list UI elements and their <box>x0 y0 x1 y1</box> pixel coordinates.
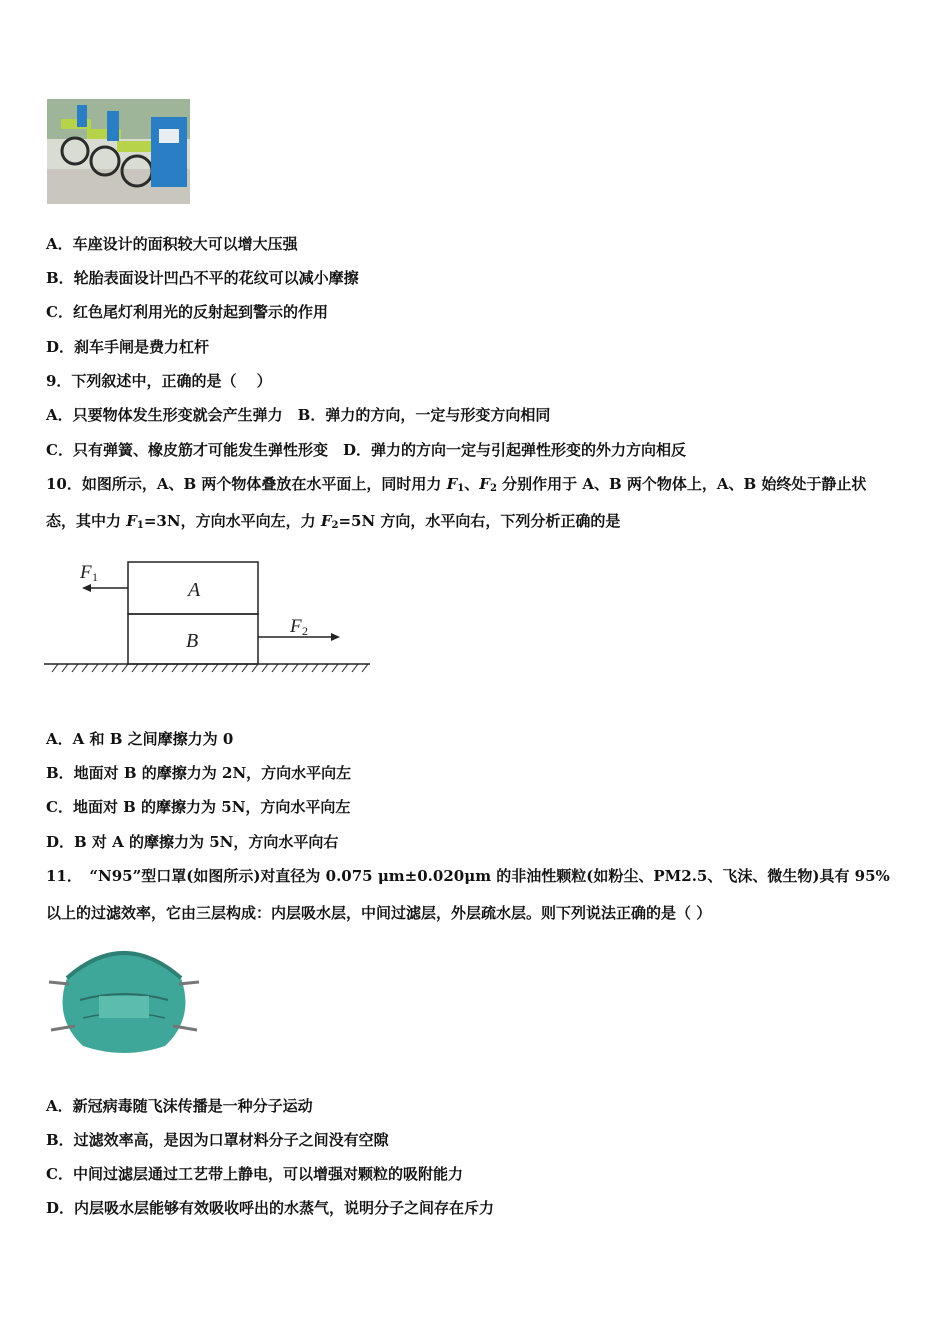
q11-option-a: A．新冠病毒随飞沫传播是一种分子运动 <box>46 1097 313 1115</box>
n95-mask-photo <box>45 938 203 1063</box>
q10-stem-text-3: 态，其中力 <box>46 512 127 530</box>
q8-option-d: D．刹车手闸是费力杠杆 <box>46 338 210 356</box>
force-f2-arrowhead <box>331 633 340 641</box>
q10-option-b: B．地面对 B 的摩擦力为 2N，方向水平向左 <box>46 764 352 782</box>
q8-option-c: C．红色尾灯利用光的反射起到警示的作用 <box>46 303 328 321</box>
q9-stem: 9．下列叙述中，正确的是（ ） <box>46 372 272 390</box>
q11-option-d: D．内层吸水层能够有效吸收呼出的水蒸气，说明分子之间存在斥力 <box>46 1199 495 1217</box>
q9-options-row2: C．只有弹簧、橡皮筋才可能发生弹性形变 D．弹力的方向一定与引起弹性形变的外力方向相反 <box>46 441 686 459</box>
ground-hatching <box>52 664 368 672</box>
q8-option-a: A．车座设计的面积较大可以增大压强 <box>46 235 298 253</box>
q10-f2-symbol-2: F <box>320 512 332 530</box>
q10-f2-subscript-2: 2 <box>331 520 339 531</box>
q10-separator: 、 <box>464 475 480 493</box>
q10-f2-symbol: F <box>479 475 490 493</box>
q10-f1-subscript-2: 1 <box>136 520 144 531</box>
q8-option-b: B．轮胎表面设计凹凸不平的花纹可以减小摩擦 <box>46 269 359 287</box>
q10-f1-symbol-2: F <box>126 512 137 530</box>
q10-stem-text-2: 分别作用于 A、B 两个物体上，A、B 始终处于静止状 <box>496 475 867 493</box>
force-f2-label-sub: 2 <box>302 624 308 638</box>
q10-option-c: C．地面对 B 的摩擦力为 5N，方向水平向左 <box>46 798 351 816</box>
q9-options-row1: A．只要物体发生形变就会产生弹力 B．弹力的方向，一定与形变方向相同 <box>46 406 551 424</box>
q10-f1-value: =3N，方向水平向左，力 <box>143 512 321 530</box>
block-a-label: A <box>188 579 201 601</box>
q10-f1-symbol: F <box>446 475 458 493</box>
q10-stem-text-1: 10．如图所示，A、B 两个物体叠放在水平面上，同时用力 <box>46 475 447 493</box>
stacked-blocks-figure <box>44 558 374 678</box>
q11-stem-line1: 11． “N95”型口罩(如图所示)对直径为 0.075 μm±0.020μm 的非油性颗粒(如粉尘、PM2.5、飞沫、微生物)具有 95% <box>46 867 890 885</box>
q11-option-c: C．中间过滤层通过工艺带上静电，可以增强对颗粒的吸附能力 <box>46 1165 463 1183</box>
q10-stem-line1 <box>46 474 866 494</box>
q10-f1-subscript: 1 <box>457 483 465 494</box>
q10-stem-line2 <box>46 511 620 531</box>
q10-f2-value: =5N 方向，水平向右，下列分析正确的是 <box>338 512 621 530</box>
shared-bikes-photo <box>47 99 190 204</box>
q10-option-d: D．B 对 A 的摩擦力为 5N，方向水平向右 <box>46 833 339 851</box>
q10-f2-subscript: 2 <box>489 483 497 494</box>
q11-option-b: B．过滤效率高，是因为口罩材料分子之间没有空隙 <box>46 1131 389 1149</box>
q10-option-a: A．A 和 B 之间摩擦力为 0 <box>46 730 234 748</box>
force-f1-arrowhead <box>82 584 91 592</box>
q11-stem-line2: 以上的过滤效率，它由三层构成：内层吸水层，中间过滤层，外层疏水层。则下列说法正确的是（ ） <box>46 904 712 922</box>
block-b-label: B <box>186 630 199 652</box>
force-f1-label-sub: 1 <box>92 570 98 584</box>
force-f1-label: F <box>80 562 92 583</box>
force-f2-label: F <box>290 616 302 637</box>
